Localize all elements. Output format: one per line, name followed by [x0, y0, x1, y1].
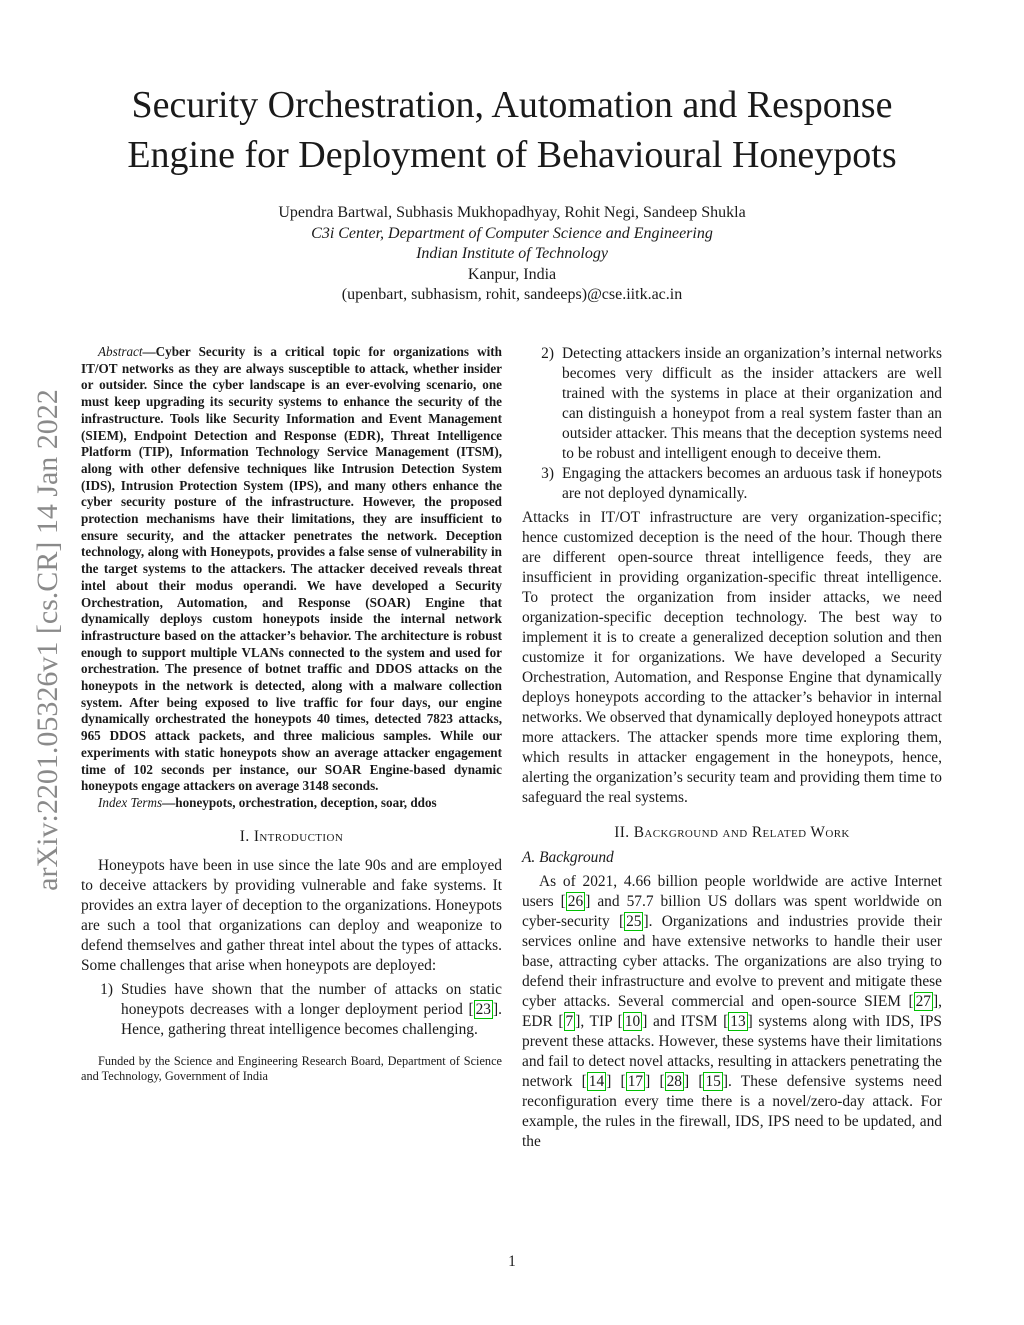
- citation-link[interactable]: 23: [475, 1000, 491, 1018]
- citation-link[interactable]: 25: [626, 913, 642, 930]
- abstract: [81, 344, 502, 795]
- paragraph-text-part: As of 2021, 4.66 billion people worldwide are active Internet users: [522, 873, 942, 910]
- citation-link[interactable]: 7: [565, 1013, 574, 1030]
- paragraph-text-part: . Organizations and industries provide their services online and have extensive networks to handle their user base, attracting cyber attacks. The organizations are also trying to defend their infrastructure and evolve to prevent and mitigate these cyber attacks. Several commercial and open-source SIEM: [522, 913, 942, 1010]
- paper-title: [40, 80, 984, 180]
- paragraph-text-part: [650, 1073, 659, 1090]
- list-item: [81, 980, 502, 1040]
- paragraph-text-part: and 57.7 billion US dollars was spent worldwide on cyber-security: [522, 893, 942, 930]
- intro-paragraph: Honeypots have been in use since the late 90s and are employed to deceive attackers by providing vulnerable and fake systems. It provides an extra layer of deception to the organizations. Honeypots are such a tool that organizations can deploy and weaponize to defend themselves and gather threat intel about the types of attacks. Some challenges that arise when honeypots are deployed:: [81, 856, 502, 974]
- list-item-text: Engaging the attackers becomes an arduous task if honeypots are not deployed dynamically.: [562, 465, 942, 502]
- motivation-paragraph: Attacks in IT/OT infrastructure are very organization-specific; hence customized deception is the need of the hour. Though there are different open-source threat intelligence feeds, they are insufficient in providing organization-specific threat intelligence. To protect the organization from insider attacks, we need organization-specific deception technology. The best way to implement it is to create a generalized deception solution and then customize it for organizations. We have developed a Security Orchestration, Automation, and Response Engine that dynamically deploys honeypots according to the attacker’s behavior in internal networks. We observed that dynamically deployed honeypots attract more attackers. The attacker spends more time exploring them, which results in attacker engagement in the honeypots, hence, alerting the organization’s security team and providing them time to safeguard the real systems.: [522, 509, 942, 806]
- author-names: Upendra Bartwal, Subhasis Mukhopadhyay, Rohit Negi, Sandeep Shukla: [278, 204, 746, 221]
- right-column: [522, 344, 942, 1152]
- citation-link[interactable]: 15: [705, 1073, 721, 1090]
- paragraph-text-part: systems along with IDS, IPS prevent these attacks. However, these systems have their limitations and fail to detect novel attacks, resulting in attackers penetrating the network: [522, 1013, 942, 1090]
- section-heading-introduction: I. Introduction: [239, 827, 344, 845]
- subsection-heading-background: A. Background: [522, 849, 614, 866]
- left-column: [81, 344, 502, 1084]
- paragraph-text-part: [689, 1073, 698, 1090]
- abstract-text: —Cyber Security is a critical topic for organizations with IT/OT networks as they are always susceptible to attack, whether insider or outsider. Since the cyber landscape is an ever-evolving scenario, one must keep upgrading its security systems to enhance the security of the infrastructure. Tools like Security Information and Event Management (SIEM), Endpoint Detection and Response (EDR), Threat Intelligence Platform (TIP), Information Technology Service Management (ITSM), along with other defensive techniques like Intrusion Detection System (IDS), Intrusion Protection System (IPS), and many others enhance the cyber security posture of the infrastructure. However, the proposed protection mechanisms have their limitations, they are insufficient to ensure security, and the attacker penetrates the network. Deception technology, along with Honeypots, provides a false sense of vulnerability in the target systems to the attackers. The attacker deceived reveals threat intel about their modus operandi. We have developed a Security Orchestration, Automation, and Response (SOAR) Engine that dynamically deploys custom honeypots inside the internal network infrastructure based on the attacker’s behavior. The architecture is robust enough to support multiple VLANs connected to the system and used for orchestration. The presence of botnet traffic and DDOS attacks on the honeypots in the network is detected, along with a malware collection system. After being exposed to live traffic for four days, our engine dynamically orchestrated the honeypots 40 times, detected 7823 attacks, 965 DDOS attack packets, and three malicious samples. While our experiments with static honeypots show an average attacker engagement time of 102 seconds per instance, our SOAR Engine-based dynamic honeypots engage attackers on average 3148 seconds.: [81, 344, 502, 794]
- index-terms: [81, 795, 502, 812]
- citation-link[interactable]: 27: [915, 993, 931, 1010]
- list-item-text: Detecting attackers inside an organization’s internal networks becomes very difficult as the insider attackers are well trained with the systems in place at their organization and can distinguish a honeypot from a real system faster than an outsider attacker. This means that the deception systems need to be robust and intelligent enough to deceive them.: [562, 345, 942, 462]
- paragraph-text-part: , TIP: [580, 1013, 618, 1030]
- title-line-2: Engine for Deployment of Behavioural Honeypots: [127, 134, 897, 176]
- citation-link[interactable]: 28: [666, 1073, 682, 1090]
- list-item-number: 2): [541, 345, 554, 362]
- arxiv-sidebar-stamp: arXiv:2201.05326v1 [cs.CR] 14 Jan 2022: [31, 389, 64, 891]
- affiliation-line-1: C3i Center, Department of Computer Science and Engineering: [311, 224, 713, 242]
- list-item: [522, 464, 942, 504]
- paragraph-text-part: [611, 1073, 620, 1090]
- affiliation-line-2: Indian Institute of Technology: [416, 245, 608, 262]
- abstract-label: Abstract: [98, 344, 143, 359]
- list-item-number: 1): [100, 980, 113, 998]
- author-block: [40, 203, 984, 306]
- citation-link[interactable]: 17: [627, 1073, 644, 1090]
- background-paragraph: As of 2021, 4.66 billion people worldwide are active Internet users [ 26 ] and 57.7 billion US dollars was spent worldwide on cyber-security [ 25 ]. Organizations and industries provide their services online and have extensive networks to handle their user base, attracting cyber attacks. The organizations are also trying to defend their infrastructure and evolve to prevent and mitigate these cyber attacks. Several commercial and open-source SIEM [ 27 ], EDR [ 7 ], TIP [ 10 ] and ITSM [ 13 ] systems along with IDS, IPS prevent these attacks. However, these systems have their limitations and fail to detect novel attacks, resulting in attackers penetrating the network [ 14 ] [ 17 ] [ 28 ] [ 15 ]. These defensive systems need reconfiguration every time there is a novel/zero-day attack. For example, the rules in the firewall, IDS, IPS need to be updated, and the: [522, 873, 942, 1150]
- page-number: 1: [508, 1253, 516, 1270]
- author-location: Kanpur, India: [467, 265, 557, 283]
- paragraph-text-part: . These defensive systems need reconfiguration every time there is a novel/zero-day attack. For example, the rules in the firewall, IDS, IPS need to be updated, and the: [522, 1073, 942, 1150]
- paragraph-text-part: , EDR: [522, 993, 942, 1030]
- paragraph-text-part: and ITSM: [647, 1013, 724, 1030]
- funding-footnote: Funded by the Science and Engineering Research Board, Department of Science and Technology, Government of India: [81, 1053, 502, 1083]
- citation-link[interactable]: 13: [730, 1013, 746, 1030]
- list-item-text: Studies have shown that the number of attacks on static honeypots decreases with a longer deployment period [ 23 ]. Hence, gathering threat intelligence becomes challenging.: [121, 980, 502, 1038]
- list-item: [522, 344, 942, 464]
- citation-link[interactable]: 14: [588, 1073, 605, 1090]
- list-item-number: 3): [541, 465, 554, 482]
- title-line-1: Security Orchestration, Automation and Response: [131, 84, 893, 126]
- index-terms-text: —honeypots, orchestration, deception, soar, ddos: [162, 794, 437, 810]
- list-item-text-part: Studies have shown that the number of attacks on static honeypots decreases with a longer deployment period: [121, 980, 502, 1018]
- citation-link[interactable]: 26: [567, 893, 584, 910]
- list-item-text-part: . Hence, gathering threat intelligence becomes challenging.: [121, 1000, 502, 1038]
- author-emails: (upenbart, subhasism, rohit, sandeeps)@cse.iitk.ac.in: [341, 286, 683, 303]
- section-heading-background: II. Background and Related Work: [614, 824, 850, 841]
- index-terms-label: Index Terms: [98, 794, 163, 810]
- citation-link[interactable]: 10: [624, 1013, 641, 1030]
